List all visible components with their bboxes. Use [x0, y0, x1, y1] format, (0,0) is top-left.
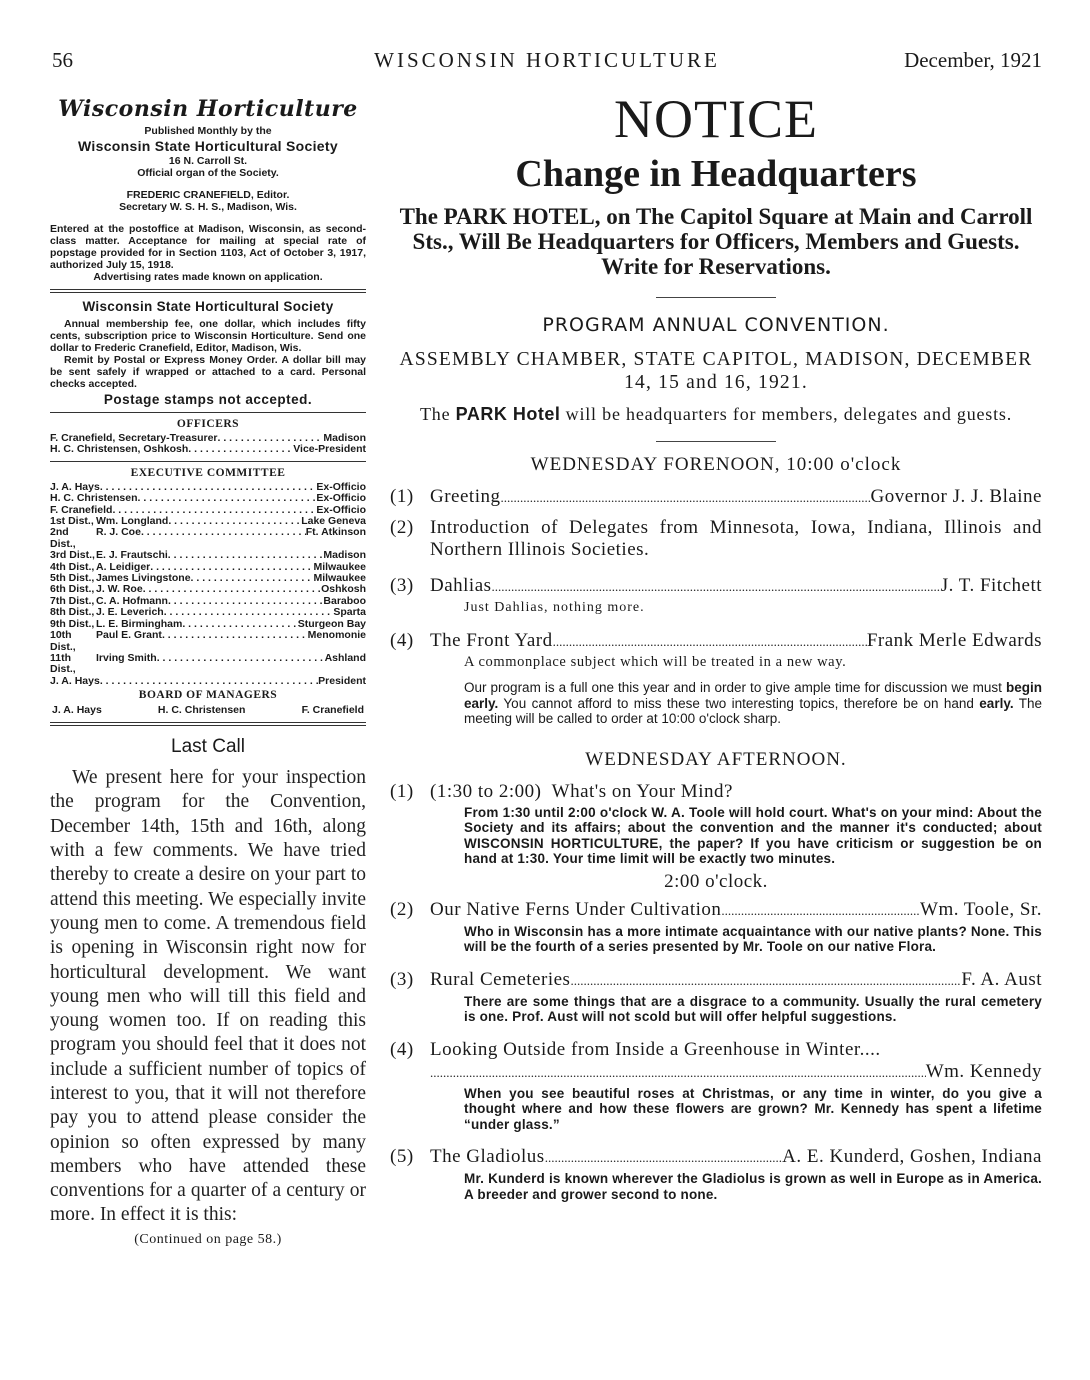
member-role: Menomonie: [307, 629, 366, 642]
member-role: Ex-Officio: [316, 503, 366, 516]
member-name: F. Cranefield: [50, 503, 113, 516]
district-label: 2nd Dist.,: [50, 526, 76, 550]
afternoon-heading: WEDNESDAY AFTERNOON.: [585, 748, 847, 770]
member-role: President: [318, 674, 366, 687]
issue-date: December, 1921: [904, 48, 1042, 72]
notice-subtitle: Change in Headquarters: [515, 153, 917, 195]
district-label: 11th Dist.,: [50, 651, 76, 676]
board-member: F. Cranefield: [301, 704, 364, 717]
district-label: 4th Dist.,: [50, 560, 95, 573]
committee-row: [50, 493, 366, 504]
postage-notice: Postage stamps not accepted.: [103, 392, 313, 407]
divider: [50, 722, 366, 726]
item-description: Mr. Kunderd is known wherever the Gladiolus is grown as well in Europe as in America. A breeder and grower second to none.: [464, 1171, 1042, 1202]
officers-heading: OFFICERS: [176, 418, 240, 430]
divider: [656, 441, 776, 442]
editor-line: FREDERIC CRANEFIELD, Editor.: [126, 189, 290, 201]
journal-title: WISCONSIN HORTICULTURE: [374, 48, 720, 72]
member-role: Sparta: [333, 606, 366, 619]
right-column: [390, 90, 1042, 1202]
member-name: C. A. Hofmann: [96, 594, 168, 607]
member-name: Paul E. Grant: [96, 629, 162, 642]
member-name: Wm. Longland: [96, 515, 169, 528]
committee-row: [50, 550, 366, 561]
member-role: Lake Geneva: [301, 515, 366, 528]
member-role: Ex-Officio: [316, 480, 366, 493]
secretary-line: Secretary W. S. H. S., Madison, Wis.: [119, 201, 297, 213]
masthead-title: Wisconsin Horticulture: [58, 96, 358, 122]
remit-text: Remit by Postal or Express Money Order. A dollar bill may be sent safely if wrapped or attached to a card. Personal checks accepted.: [50, 354, 366, 390]
member-name: E. J. Frautschi: [96, 549, 168, 562]
member-role: Madison: [323, 549, 366, 562]
program-note: Our program is a full one this year and in order to give ample time for discussion we must begin early. You cannot afford to miss these two interesting topics, therefore be on hand early. The meeting will be called to order at 10:00 o'clock sharp.: [464, 680, 1042, 726]
member-name: R. J. Coe: [96, 526, 141, 539]
program-location: ASSEMBLY CHAMBER, STATE CAPITOL, MADISON, DECEMBER 14, 15 and 16, 1921.: [399, 349, 1033, 393]
program-item: (3) Rural Cemeteries ..... F. A. Aust: [390, 969, 1042, 992]
time-marker: 2:00 o'clock.: [664, 870, 768, 892]
program-item: (5) The Gladiolus ..... A. E. Kunderd, Goshen, Indiana: [390, 1146, 1042, 1169]
notice-title: NOTICE: [614, 89, 818, 149]
executive-committee: [50, 467, 366, 716]
board-member: H. C. Christensen: [157, 704, 246, 717]
member-role: Ashland: [324, 651, 366, 664]
program-item: (1) (1:30 to 2:00) What's on Your Mind?: [390, 780, 733, 802]
member-role: Milwaukee: [313, 572, 366, 585]
officer-row: F. Cranefield, Secretary-Treasurer . . . Madison: [50, 433, 366, 444]
board-members: [50, 704, 366, 716]
item-description: Just Dahlias, nothing more.: [464, 600, 645, 615]
society-box: [50, 299, 366, 407]
committee-heading: EXECUTIVE COMMITTEE: [130, 466, 286, 479]
member-name: H. C. Christensen: [50, 492, 138, 505]
last-call-body: We present here for your inspection the program for the Convention, December 14th, 15th and 16th, along with a few comments. We have tried thereby to create a desire on your part to attend this meeting. We especially invite young men to come. A tremendous field is opening in Wisconsin right now for horticultural development. We want young men who will till this field and young women too. If on reading this program you should feel that it does not include a sufficient number of topics of interest to you, that it will not therefore pay you to attend please consider the opinion so often expressed by many members who have attended these conventions for a quarter of a century or more. In effect it is this:: [50, 767, 366, 1226]
item-description: There are some things that are a disgrace to a community. Usually the rural cemetery is one. Prof. Aust will not scold but will offer helpful suggestions.: [464, 993, 1042, 1024]
headquarters-announcement: The PARK HOTEL, on The Capitol Square at Main and Carroll Sts., Will Be Headquarters for Officers, Members and Guests. Write for Reservations.: [399, 204, 1033, 279]
program-item: (1) Greeting ..... Governor J. J. Blaine: [390, 486, 1042, 509]
left-column: [50, 96, 366, 1248]
divider: [656, 297, 776, 298]
mailing-notice: Entered at the postoffice at Madison, Wisconsin, as second-class matter. Acceptance for mailing at special rate of popstage provided for in Section 1103, Act of October 3, 1917, authorized July 15, 1918.: [50, 223, 366, 271]
committee-row: [50, 607, 366, 618]
last-call-article: [50, 736, 366, 1248]
page-number: 56: [52, 48, 73, 72]
program-heading: PROGRAM ANNUAL CONVENTION.: [542, 314, 890, 336]
society-box-title: Wisconsin State Horticultural Society: [82, 299, 334, 314]
officers-list: [50, 418, 366, 456]
district-label: 8th Dist.,: [50, 606, 95, 619]
last-call-heading: Last Call: [171, 736, 245, 758]
district-label: 6th Dist.,: [50, 583, 95, 596]
continued-note: (Continued on page 58.): [134, 1231, 282, 1247]
published-line: Published Monthly by the: [144, 125, 272, 137]
park-hotel-note: The PARK Hotel will be headquarters for members, delegates and guests.: [419, 404, 1013, 424]
masthead: [50, 96, 366, 283]
district-label: 3rd Dist.,: [50, 549, 95, 562]
member-name: A. Leidiger: [96, 560, 151, 573]
program-item: (3) Dahlias ..... J. T. Fitchett: [390, 575, 1042, 598]
member-name: J. W. Roe: [96, 583, 143, 596]
committee-row: [50, 653, 366, 676]
member-name: James Livingstone: [96, 572, 191, 585]
item-description: A commonplace subject which will be treated in a new way.: [464, 653, 847, 670]
district-label: 9th Dist.,: [50, 617, 95, 630]
member-name: J. A. Hays: [50, 480, 100, 493]
organ-line: Official organ of the Society.: [137, 167, 279, 179]
committee-row: [50, 676, 366, 687]
address-line: 16 N. Carroll St.: [168, 155, 248, 167]
officer-row: H. C. Christensen, Oshkosh . . . Vice-President: [50, 444, 366, 455]
running-header: [52, 48, 1042, 78]
program-item: (4) Looking Outside from Inside a Greenhouse in Winter.... ..... Wm. Kennedy: [390, 1039, 1042, 1084]
program-item: (4) The Front Yard ..... Frank Merle Edwards: [390, 630, 1042, 653]
program-item: (2) Our Native Ferns Under Cultivation ..... Wm. Toole, Sr.: [390, 899, 1042, 922]
committee-row: [50, 527, 366, 550]
member-name: J. E. Leverich: [96, 606, 164, 619]
membership-text: Annual membership fee, one dollar, which includes fifty cents, subscription price to Wisconsin Horticulture. Send one dollar to Frederic Cranefield, Editor, Madison, Wis.: [50, 318, 366, 354]
item-description: Who in Wisconsin has a more intimate acquaintance with our native plants? None. This will be the fourth of a series presented by Mr. Toole on our native Flora.: [464, 923, 1042, 954]
society-name: Wisconsin State Horticultural Society: [78, 138, 338, 154]
board-heading: BOARD OF MANAGERS: [138, 689, 278, 702]
member-role: Sturgeon Bay: [297, 617, 366, 630]
item-description: When you see beautiful roses at Christmas, or any time in winter, do you give a thought where and how these flowers are grown? Mr. Kennedy has spent a lifetime “under glass.”: [464, 1085, 1042, 1132]
program-item: (2) Introduction of Delegates from Minnesota, Iowa, Indiana, Illinois and Northern Illinois Societies.: [390, 517, 1042, 560]
divider: [50, 289, 366, 293]
member-role: Ex-Officio: [316, 492, 366, 505]
district-label: 10th Dist.,: [50, 629, 76, 653]
member-role: Ft. Atkinson: [305, 526, 366, 539]
board-member: J. A. Hays: [52, 704, 102, 717]
district-label: 5th Dist.,: [50, 572, 95, 585]
item-description: From 1:30 until 2:00 o'clock W. A. Toole will hold court. What's on your mind: About the Society and its affairs; about the convention and the manner it's conducted; about WISCONSIN HORTICULTURE, the paper? If you have criticism or suggestion be on hand at 1:30. Your time limit will be exactly two minutes.: [464, 804, 1042, 866]
member-name: L. E. Birmingham: [96, 617, 183, 630]
divider: [50, 412, 366, 413]
member-name: J. A. Hays: [50, 674, 100, 687]
advertising-line: Advertising rates made known on application.: [93, 271, 323, 283]
divider: [50, 461, 366, 462]
member-name: Irving Smith: [96, 651, 157, 664]
district-label: 7th Dist.,: [50, 594, 95, 607]
member-role: Milwaukee: [313, 560, 366, 573]
district-label: 1st Dist.,: [50, 515, 94, 528]
forenoon-heading: WEDNESDAY FORENOON, 10:00 o'clock: [530, 454, 902, 475]
committee-row: [50, 630, 366, 653]
member-role: Oshkosh: [321, 583, 366, 596]
member-role: Baraboo: [323, 594, 366, 607]
